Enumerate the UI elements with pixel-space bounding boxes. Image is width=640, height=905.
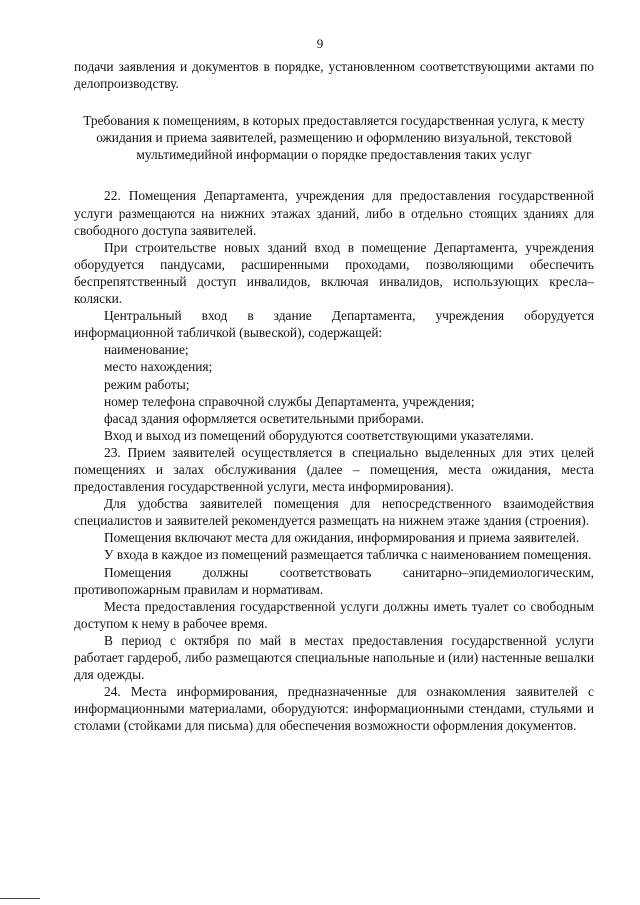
paragraph-construction: При строительстве новых зданий вход в помещение Департамента, учреждения оборудуется пандусами, расширенными проходами, позволяющими обеспечить беспрепятственный доступ инвалидов, включая инвалидов, использующих кресла–коляски. <box>74 239 594 307</box>
list-item: режим работы; <box>104 376 190 392</box>
page-number: 9 <box>316 36 324 51</box>
section-heading: Требования к помещениям, в которых предоставляется государственная услуга, к месту ожидания и приема заявителей, размещению и оформлению визуальной, текстовой мультимедийной информации о порядке предоставления таких услуг <box>83 113 585 163</box>
paragraph-toilet: Места предоставления государственной услуги должны иметь туалет со свободным доступом к нему в рабочее время. <box>74 598 594 631</box>
paragraph-convenience: Для удобства заявителей помещения для непосредственного взаимодействия специалистов и заявителей рекомендуется размещать на нижнем этаже здания (строения). <box>74 496 594 529</box>
paragraph-rooms-include: Помещения включают места для ожидания, информирования и приема заявителей. <box>104 530 580 546</box>
corner-mark <box>0 888 40 899</box>
top-paragraph: подачи заявления и документов в порядке, установленном соответствующими актами по делопроизводству. <box>74 59 594 92</box>
paragraph-entry-exit: Вход и выход из помещений оборудуются соответствующими указателями. <box>104 427 534 443</box>
paragraph-central-entrance: Центральный вход в здание Департамента, учреждения оборудуется информационной табличкой (вывеской), содержащей: <box>74 308 594 341</box>
list-item: фасад здания оформляется осветительными приборами. <box>104 410 424 426</box>
paragraph-cloakroom: В период с октября по май в местах предоставления государственной услуги работает гардероб, либо размещаются специальные напольные и (или) настенные вешалки для одежды. <box>74 632 594 683</box>
paragraph-24: 24. Места информирования, предназначенные для ознакомления заявителей с информационными материалами, оборудуются: информационными стендами, стульями и столами (стойками для письма) для обеспечения возможности оформления документов. <box>74 684 594 734</box>
list-item: место нахождения; <box>104 359 213 375</box>
document-body <box>74 58 594 734</box>
paragraph-23: 23. Прием заявителей осуществляется в специально выделенных для этих целей помещениях и залах обслуживания (далее – помещения, места ожидания, места предоставления государственной услуги, места информирования). <box>74 444 594 495</box>
list-item: наименование; <box>104 342 189 358</box>
paragraph-entrance-sign: У входа в каждое из помещений размещается табличка с наименованием помещения. <box>104 547 592 563</box>
paragraph-22: 22. Помещения Департамента, учреждения для предоставления государственной услуги размещаются на нижних этажах зданий, либо в отдельно стоящих зданиях для свободного доступа заявителей. <box>74 188 594 238</box>
paragraph-sanitary: Помещения должны соответствовать санитарно–эпидемиологическим, противопожарным правилам и нормативам. <box>74 564 594 597</box>
list-item: номер телефона справочной службы Департамента, учреждения; <box>104 393 475 409</box>
